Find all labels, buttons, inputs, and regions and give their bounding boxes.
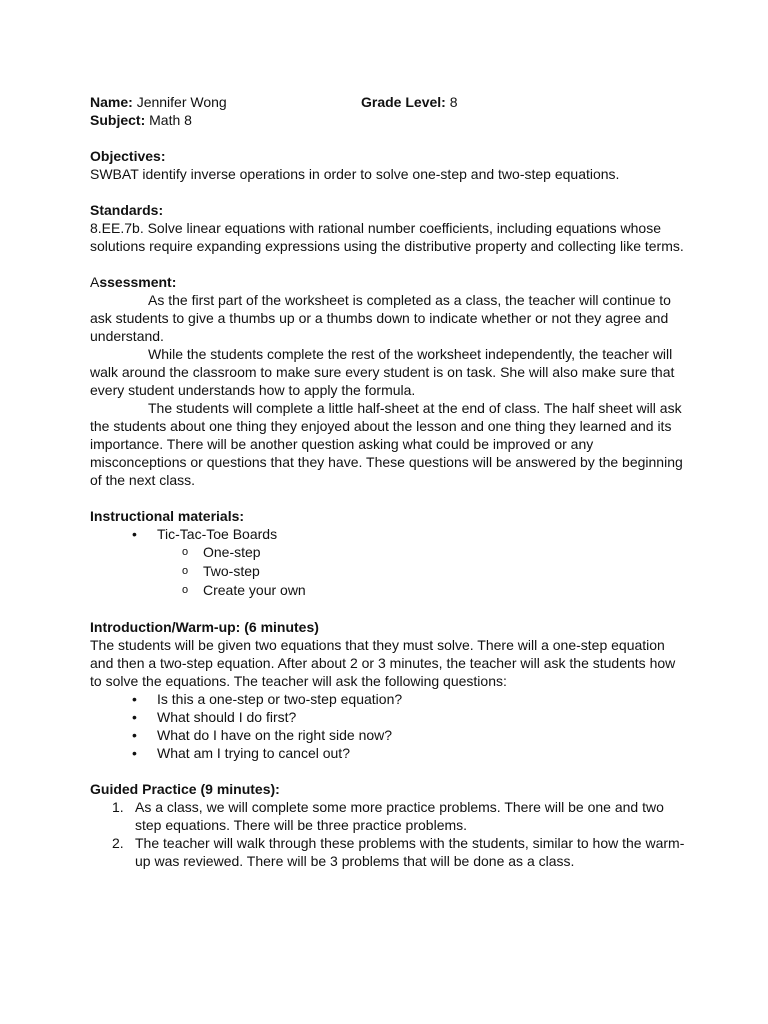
intro-heading: Introduction/Warm-up: (6 minutes): [90, 619, 319, 635]
list-item: • Is this a one-step or two-step equation?: [90, 690, 690, 708]
list-item: [90, 798, 690, 834]
list-item: • What do I have on the right side now?: [90, 726, 690, 744]
intro-text: The students will be given two equations that they must solve. There will a one-step equation and then a two-step equation. After about 2 or 3 minutes, the teacher will ask the students how to solve the equations. The teacher will ask the following questions:: [90, 637, 676, 689]
guided-practice-heading: Guided Practice (9 minutes):: [90, 781, 280, 797]
objectives-section: [90, 147, 690, 183]
assessment-paragraph: While the students complete the rest of the worksheet independently, the teacher will walk around the classroom to make sure every student is on task. She will also make sure that every student understands how to apply the formula.: [90, 346, 675, 398]
intro-section: [90, 618, 690, 762]
assessment-heading: [90, 273, 690, 291]
materials-sublist: [90, 543, 690, 600]
lesson-plan: [90, 93, 690, 870]
list-number: 2.: [112, 835, 124, 851]
subject-value: Math 8: [149, 112, 192, 128]
name-field: [90, 93, 361, 111]
grade-level-field: [361, 93, 458, 111]
objectives-heading: Objectives:: [90, 148, 166, 164]
name-value: Jennifer Wong: [136, 94, 227, 110]
standards-section: [90, 201, 690, 255]
list-item: • Tic-Tac-Toe Boards: [90, 525, 690, 543]
list-item: o Two-step: [90, 562, 690, 581]
assessment-paragraph: The students will complete a little half-sheet at the end of class. The half sheet will ask the students about one thing they enjoyed about the lesson and one thing they learned and its importance. There will be another question asking what could be improved or any misconceptions or questions that they have. These questions will be answered by the beginning of the next class.: [90, 400, 683, 488]
name-label: Name:: [90, 94, 133, 110]
standards-heading: Standards:: [90, 202, 164, 218]
list-item: • What am I trying to cancel out?: [90, 744, 690, 762]
subject-label: Subject:: [90, 112, 146, 128]
list-number: 1.: [112, 799, 124, 815]
subject-field: [90, 111, 690, 129]
materials-heading: Instructional materials:: [90, 508, 245, 524]
intro-questions: [90, 690, 690, 762]
assessment-heading-rest: ssessment:: [99, 274, 177, 290]
standards-text: 8.EE.7b. Solve linear equations with rational number coefficients, including equations whose solutions require expanding expressions using the distributive property and collecting like terms.: [90, 220, 684, 254]
objectives-text: SWBAT identify inverse operations in order to solve one-step and two-step equations.: [90, 166, 620, 182]
grade-value: 8: [449, 94, 458, 110]
list-item: o One-step: [90, 543, 690, 562]
list-item-text: The teacher will walk through these problems with the students, similar to how the warm-up was reviewed. There will be 3 problems that will be done as a class.: [135, 835, 685, 869]
materials-section: [90, 507, 690, 600]
assessment-paragraph: As the first part of the worksheet is completed as a class, the teacher will continue to ask students to give a thumbs up or a thumbs down to indicate whether or not they agree and understand.: [90, 292, 671, 344]
guided-practice-list: [90, 798, 690, 870]
assessment-section: [90, 273, 690, 489]
list-item: o Create your own: [90, 581, 690, 600]
materials-list: [90, 525, 690, 543]
grade-label: Grade Level:: [361, 94, 446, 110]
header-row: [90, 93, 690, 111]
list-item: • What should I do first?: [90, 708, 690, 726]
guided-practice-section: [90, 780, 690, 870]
list-item: [90, 834, 690, 870]
list-item-text: As a class, we will complete some more practice problems. There will be one and two step equations. There will be three practice problems.: [135, 799, 664, 833]
assessment-heading-initial: A: [90, 274, 100, 290]
